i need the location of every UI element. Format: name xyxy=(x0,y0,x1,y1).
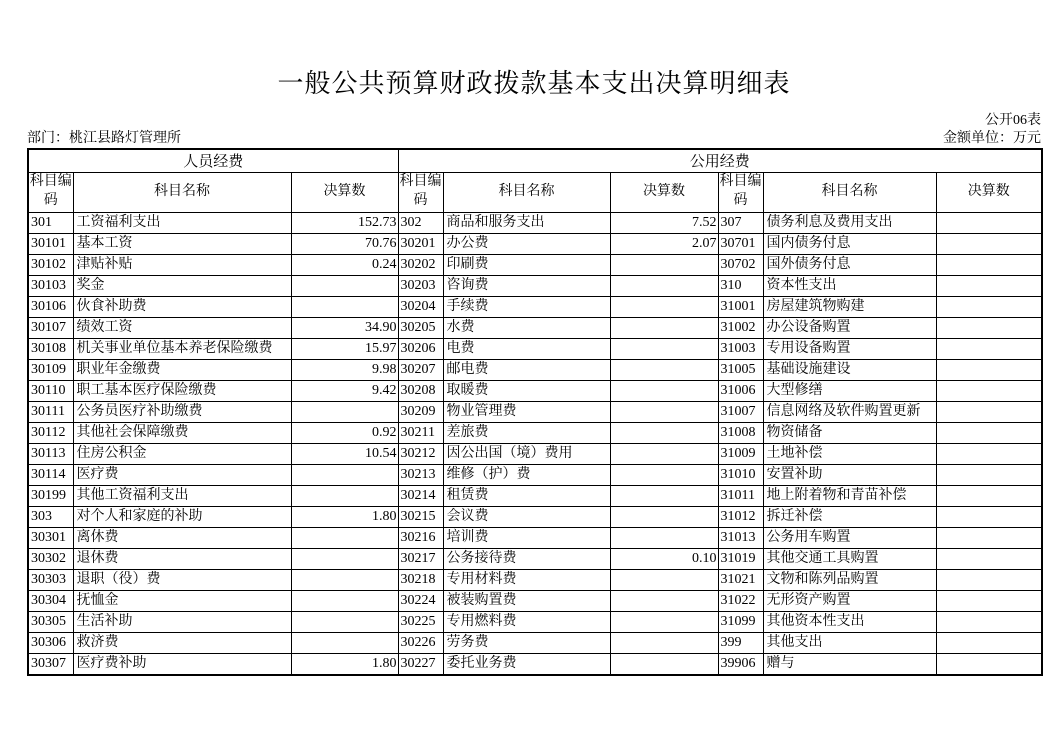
value-cell: 2.07 xyxy=(610,233,718,254)
value-cell: 0.10 xyxy=(610,548,718,569)
value-cell xyxy=(610,254,718,275)
name-cell: 无形资产购置 xyxy=(763,590,936,611)
name-cell: 其他工资福利支出 xyxy=(73,485,291,506)
meta-row xyxy=(27,130,1041,148)
value-cell xyxy=(291,275,398,296)
table-row xyxy=(28,422,1042,443)
table-row xyxy=(28,653,1042,675)
table-row xyxy=(28,506,1042,527)
name-cell: 印刷费 xyxy=(443,254,610,275)
value-cell xyxy=(291,611,398,632)
name-cell: 其他社会保障缴费 xyxy=(73,422,291,443)
name-cell: 劳务费 xyxy=(443,632,610,653)
name-cell: 生活补助 xyxy=(73,611,291,632)
code-cell: 30208 xyxy=(398,380,443,401)
name-cell: 取暖费 xyxy=(443,380,610,401)
name-cell: 培训费 xyxy=(443,527,610,548)
code-cell: 30102 xyxy=(28,254,73,275)
value-cell xyxy=(610,632,718,653)
name-cell: 专用材料费 xyxy=(443,569,610,590)
table-row xyxy=(28,590,1042,611)
code-cell: 30303 xyxy=(28,569,73,590)
value-cell xyxy=(610,611,718,632)
name-cell: 公务用车购置 xyxy=(763,527,936,548)
code-cell: 30203 xyxy=(398,275,443,296)
value-cell xyxy=(610,296,718,317)
code-cell: 30702 xyxy=(718,254,763,275)
value-cell xyxy=(936,233,1042,254)
name-cell: 资本性支出 xyxy=(763,275,936,296)
name-cell: 租赁费 xyxy=(443,485,610,506)
code-cell: 30225 xyxy=(398,611,443,632)
section-header-personnel: 人员经费 xyxy=(28,149,398,172)
value-cell xyxy=(936,464,1042,485)
col-header-code-1: 科目编码 xyxy=(28,172,73,212)
name-cell: 其他交通工具购置 xyxy=(763,548,936,569)
code-cell: 30113 xyxy=(28,443,73,464)
name-cell: 信息网络及软件购置更新 xyxy=(763,401,936,422)
code-cell: 30209 xyxy=(398,401,443,422)
name-cell: 办公设备购置 xyxy=(763,317,936,338)
code-cell: 301 xyxy=(28,212,73,233)
name-cell: 津贴补贴 xyxy=(73,254,291,275)
code-cell: 30109 xyxy=(28,359,73,380)
name-cell: 救济费 xyxy=(73,632,291,653)
code-cell: 31005 xyxy=(718,359,763,380)
value-cell xyxy=(610,485,718,506)
code-cell: 31007 xyxy=(718,401,763,422)
value-cell xyxy=(936,359,1042,380)
code-cell: 30226 xyxy=(398,632,443,653)
col-header-name-1: 科目名称 xyxy=(73,172,291,212)
code-cell: 30101 xyxy=(28,233,73,254)
name-cell: 商品和服务支出 xyxy=(443,212,610,233)
value-cell xyxy=(936,212,1042,233)
value-cell: 70.76 xyxy=(291,233,398,254)
code-cell: 30305 xyxy=(28,611,73,632)
name-cell: 房屋建筑物购建 xyxy=(763,296,936,317)
name-cell: 职工基本医疗保险缴费 xyxy=(73,380,291,401)
col-header-code-2: 科目编码 xyxy=(398,172,443,212)
name-cell: 物资储备 xyxy=(763,422,936,443)
name-cell: 物业管理费 xyxy=(443,401,610,422)
table-row xyxy=(28,380,1042,401)
code-cell: 31003 xyxy=(718,338,763,359)
name-cell: 机关事业单位基本养老保险缴费 xyxy=(73,338,291,359)
table-body xyxy=(28,212,1042,675)
col-header-code-3: 科目编码 xyxy=(718,172,763,212)
name-cell: 手续费 xyxy=(443,296,610,317)
code-cell: 30108 xyxy=(28,338,73,359)
value-cell xyxy=(291,464,398,485)
value-cell: 9.42 xyxy=(291,380,398,401)
name-cell: 邮电费 xyxy=(443,359,610,380)
value-cell xyxy=(610,506,718,527)
table-row xyxy=(28,254,1042,275)
section-header-public: 公用经费 xyxy=(398,149,1042,172)
value-cell xyxy=(936,590,1042,611)
code-cell: 30205 xyxy=(398,317,443,338)
amount-unit-label: 金额单位：万元 xyxy=(943,131,1041,146)
code-cell: 31008 xyxy=(718,422,763,443)
code-cell: 31011 xyxy=(718,485,763,506)
table-row xyxy=(28,443,1042,464)
table-row xyxy=(28,275,1042,296)
code-cell: 31019 xyxy=(718,548,763,569)
value-cell xyxy=(610,401,718,422)
col-header-name-2: 科目名称 xyxy=(443,172,610,212)
table-row xyxy=(28,359,1042,380)
name-cell: 其他支出 xyxy=(763,632,936,653)
value-cell xyxy=(291,548,398,569)
code-cell: 30114 xyxy=(28,464,73,485)
value-cell xyxy=(291,590,398,611)
name-cell: 专用燃料费 xyxy=(443,611,610,632)
name-cell: 医疗费 xyxy=(73,464,291,485)
table-row xyxy=(28,611,1042,632)
code-cell: 30206 xyxy=(398,338,443,359)
code-cell: 31002 xyxy=(718,317,763,338)
value-cell xyxy=(936,254,1042,275)
code-cell: 399 xyxy=(718,632,763,653)
code-cell: 31021 xyxy=(718,569,763,590)
value-cell xyxy=(610,653,718,675)
table-row xyxy=(28,548,1042,569)
page-title: 一般公共预算财政拨款基本支出决算明细表 xyxy=(277,69,791,98)
name-cell: 退休费 xyxy=(73,548,291,569)
name-cell: 文物和陈列品购置 xyxy=(763,569,936,590)
value-cell xyxy=(610,275,718,296)
code-cell: 30307 xyxy=(28,653,73,675)
name-cell: 住房公积金 xyxy=(73,443,291,464)
value-cell xyxy=(610,317,718,338)
value-cell xyxy=(610,443,718,464)
name-cell: 离休费 xyxy=(73,527,291,548)
value-cell: 9.98 xyxy=(291,359,398,380)
code-cell: 31009 xyxy=(718,443,763,464)
code-cell: 30227 xyxy=(398,653,443,675)
code-cell: 30112 xyxy=(28,422,73,443)
name-cell: 安置补助 xyxy=(763,464,936,485)
value-cell xyxy=(291,632,398,653)
value-cell: 0.24 xyxy=(291,254,398,275)
value-cell xyxy=(936,380,1042,401)
code-cell: 302 xyxy=(398,212,443,233)
value-cell xyxy=(936,632,1042,653)
name-cell: 国内债务付息 xyxy=(763,233,936,254)
value-cell xyxy=(291,527,398,548)
value-cell xyxy=(291,296,398,317)
value-cell xyxy=(936,569,1042,590)
code-cell: 30211 xyxy=(398,422,443,443)
value-cell xyxy=(936,611,1042,632)
value-cell: 7.52 xyxy=(610,212,718,233)
value-cell xyxy=(610,359,718,380)
code-cell: 30111 xyxy=(28,401,73,422)
name-cell: 基础设施建设 xyxy=(763,359,936,380)
value-cell xyxy=(936,485,1042,506)
code-cell: 30306 xyxy=(28,632,73,653)
table-row xyxy=(28,569,1042,590)
name-cell: 因公出国（境）费用 xyxy=(443,443,610,464)
section-header-row xyxy=(28,149,1042,172)
name-cell: 医疗费补助 xyxy=(73,653,291,675)
name-cell: 委托业务费 xyxy=(443,653,610,675)
code-cell: 303 xyxy=(28,506,73,527)
value-cell xyxy=(936,296,1042,317)
table-row xyxy=(28,296,1042,317)
table-row xyxy=(28,485,1042,506)
value-cell: 152.73 xyxy=(291,212,398,233)
name-cell: 抚恤金 xyxy=(73,590,291,611)
code-cell: 31099 xyxy=(718,611,763,632)
value-cell: 1.80 xyxy=(291,506,398,527)
col-header-value-1: 决算数 xyxy=(291,172,398,212)
code-cell: 39906 xyxy=(718,653,763,675)
name-cell: 电费 xyxy=(443,338,610,359)
name-cell: 绩效工资 xyxy=(73,317,291,338)
table-row xyxy=(28,401,1042,422)
name-cell: 国外债务付息 xyxy=(763,254,936,275)
code-cell: 30213 xyxy=(398,464,443,485)
code-cell: 31001 xyxy=(718,296,763,317)
code-cell: 30701 xyxy=(718,233,763,254)
code-cell: 30302 xyxy=(28,548,73,569)
value-cell xyxy=(610,464,718,485)
value-cell xyxy=(936,401,1042,422)
code-cell: 30207 xyxy=(398,359,443,380)
value-cell xyxy=(936,653,1042,675)
column-header-row xyxy=(28,172,1042,212)
code-cell: 30214 xyxy=(398,485,443,506)
code-cell: 30218 xyxy=(398,569,443,590)
department-label: 部门：桃江县路灯管理所 xyxy=(27,131,181,146)
code-cell: 30106 xyxy=(28,296,73,317)
code-cell: 30107 xyxy=(28,317,73,338)
value-cell xyxy=(936,506,1042,527)
table-row xyxy=(28,233,1042,254)
value-cell xyxy=(610,380,718,401)
code-cell: 30202 xyxy=(398,254,443,275)
code-cell: 30301 xyxy=(28,527,73,548)
code-cell: 310 xyxy=(718,275,763,296)
code-cell: 30212 xyxy=(398,443,443,464)
name-cell: 债务利息及费用支出 xyxy=(763,212,936,233)
value-cell xyxy=(291,569,398,590)
value-cell xyxy=(291,485,398,506)
name-cell: 公务员医疗补助缴费 xyxy=(73,401,291,422)
code-cell: 30199 xyxy=(28,485,73,506)
value-cell xyxy=(936,317,1042,338)
value-cell xyxy=(936,422,1042,443)
code-cell: 30217 xyxy=(398,548,443,569)
name-cell: 其他资本性支出 xyxy=(763,611,936,632)
table-row xyxy=(28,632,1042,653)
value-cell: 1.80 xyxy=(291,653,398,675)
code-cell: 31010 xyxy=(718,464,763,485)
value-cell xyxy=(936,548,1042,569)
code-cell: 31006 xyxy=(718,380,763,401)
name-cell: 会议费 xyxy=(443,506,610,527)
value-cell xyxy=(610,590,718,611)
name-cell: 基本工资 xyxy=(73,233,291,254)
table-row xyxy=(28,527,1042,548)
table-row xyxy=(28,464,1042,485)
code-cell: 30304 xyxy=(28,590,73,611)
code-cell: 30201 xyxy=(398,233,443,254)
value-cell xyxy=(610,527,718,548)
code-cell: 307 xyxy=(718,212,763,233)
code-cell: 30215 xyxy=(398,506,443,527)
name-cell: 公务接待费 xyxy=(443,548,610,569)
name-cell: 工资福利支出 xyxy=(73,212,291,233)
name-cell: 对个人和家庭的补助 xyxy=(73,506,291,527)
value-cell: 0.92 xyxy=(291,422,398,443)
value-cell xyxy=(291,401,398,422)
value-cell: 10.54 xyxy=(291,443,398,464)
name-cell: 地上附着物和青苗补偿 xyxy=(763,485,936,506)
name-cell: 大型修缮 xyxy=(763,380,936,401)
expenditure-detail-table xyxy=(27,148,1043,676)
value-cell xyxy=(936,443,1042,464)
value-cell xyxy=(936,338,1042,359)
name-cell: 伙食补助费 xyxy=(73,296,291,317)
value-cell: 34.90 xyxy=(291,317,398,338)
name-cell: 拆迁补偿 xyxy=(763,506,936,527)
name-cell: 维修（护）费 xyxy=(443,464,610,485)
code-cell: 30216 xyxy=(398,527,443,548)
value-cell xyxy=(610,422,718,443)
name-cell: 专用设备购置 xyxy=(763,338,936,359)
code-cell: 30204 xyxy=(398,296,443,317)
table-number-label: 公开06表 xyxy=(985,113,1041,128)
name-cell: 赠与 xyxy=(763,653,936,675)
col-header-name-3: 科目名称 xyxy=(763,172,936,212)
value-cell xyxy=(610,338,718,359)
value-cell: 15.97 xyxy=(291,338,398,359)
col-header-value-3: 决算数 xyxy=(936,172,1042,212)
name-cell: 咨询费 xyxy=(443,275,610,296)
value-cell xyxy=(936,275,1042,296)
name-cell: 被装购置费 xyxy=(443,590,610,611)
value-cell xyxy=(936,527,1042,548)
name-cell: 办公费 xyxy=(443,233,610,254)
col-header-value-2: 决算数 xyxy=(610,172,718,212)
code-cell: 31022 xyxy=(718,590,763,611)
value-cell xyxy=(610,569,718,590)
code-cell: 30103 xyxy=(28,275,73,296)
code-cell: 30110 xyxy=(28,380,73,401)
table-row xyxy=(28,338,1042,359)
code-cell: 30224 xyxy=(398,590,443,611)
code-cell: 31013 xyxy=(718,527,763,548)
name-cell: 退职（役）费 xyxy=(73,569,291,590)
table-row xyxy=(28,212,1042,233)
name-cell: 差旅费 xyxy=(443,422,610,443)
code-cell: 31012 xyxy=(718,506,763,527)
table-row xyxy=(28,317,1042,338)
name-cell: 水费 xyxy=(443,317,610,338)
name-cell: 职业年金缴费 xyxy=(73,359,291,380)
name-cell: 土地补偿 xyxy=(763,443,936,464)
name-cell: 奖金 xyxy=(73,275,291,296)
